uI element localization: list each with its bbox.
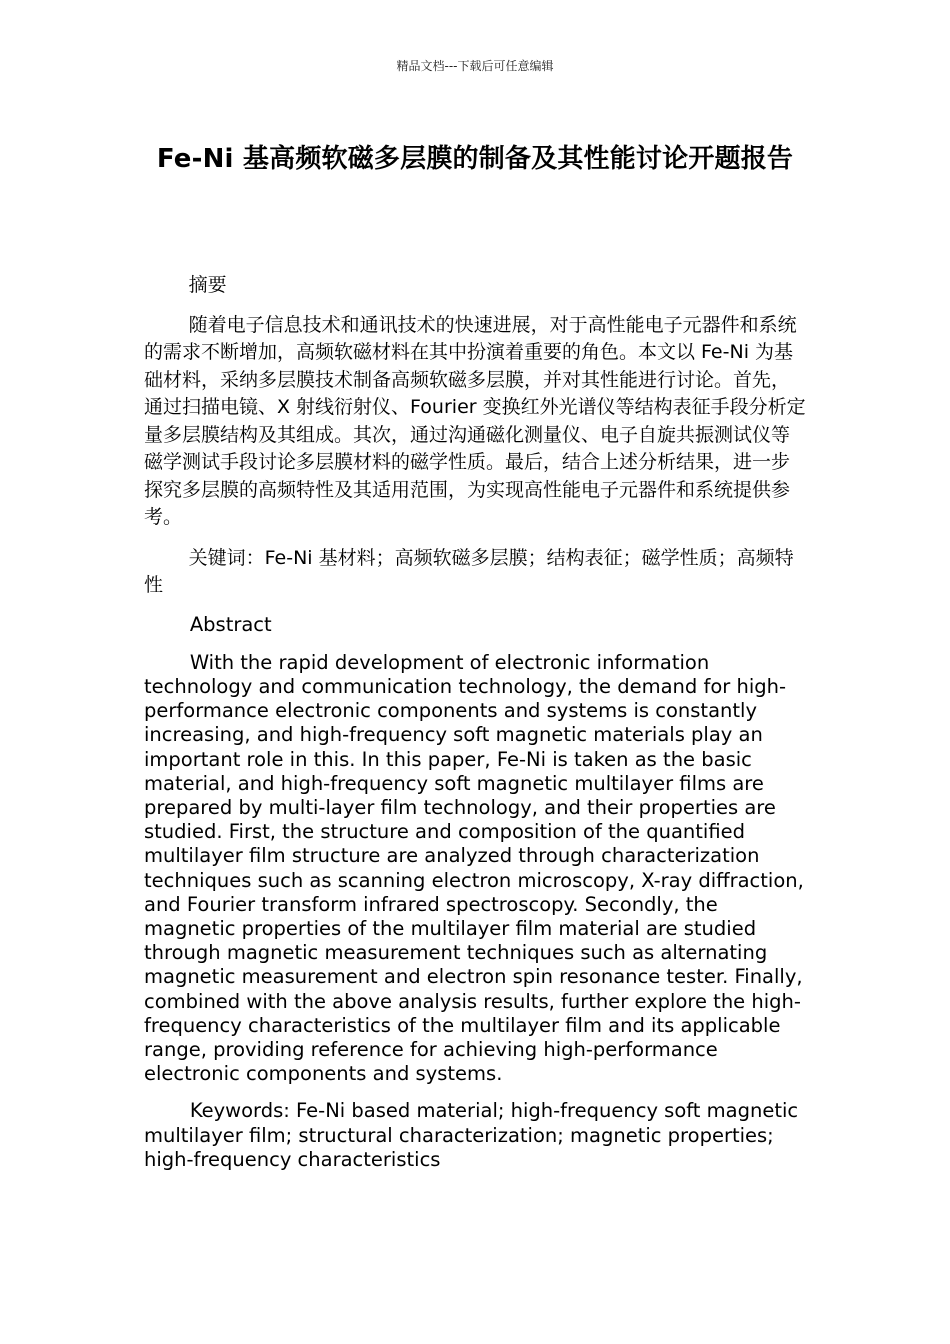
abstract-zh-body: 随着电子信息技术和通讯技术的快速进展，对于高性能电子元器件和系统的需求不断增加，高频软磁材料在其中扮演着重要的角色。本文以 Fe-Ni 为基础材料，采纳多层膜技术制备高频软磁多层膜，并对其性能进行讨论。首先，通过扫描电镜、X 射线衍射仪、Fourier 变换红外光谱仪等结构表征手段分析定量多层膜结构及其组成。其次，通过沟通磁化测量仪、电子自旋共振测试仪等磁学测试手段讨论多层膜材料的磁学性质。最后，结合上述分析结果，进一步探究多层膜的高频特性及其适用范围，为实现高性能电子元器件和系统提供参考。: [144, 313, 806, 528]
abstract-en-heading: Abstract: [189, 612, 272, 636]
keywords-zh: 关键词：Fe-Ni 基材料；高频软磁多层膜；结构表征；磁学性质；高频特性: [144, 546, 794, 596]
abstract-en-body: With the rapid development of electronic information technology and communication technology, the demand for high-performance electronic components and systems is constantly increasing, and high-frequency soft magnetic materials play an important role in this. In this paper, Fe-Ni is taken as the basic material, and high-frequency soft magnetic multilayer films are prepared by multi-layer film technology, and their properties are studied. First, the structure and composition of the quantified multilayer film structure are analyzed through characterization techniques such as scanning electron microscopy, X-ray diffraction, and Fourier transform infrared spectroscopy. Secondly, the magnetic properties of the multilayer film material are studied through magnetic measurement techniques such as alternating magnetic measurement and electron spin resonance tester. Finally, combined with the above analysis results, further explore the high-frequency characteristics of the multilayer film and its applicable range, providing reference for achieving high-performance electronic components and systems.: [144, 650, 804, 1086]
keywords-en: Keywords: Fe-Ni based material; high-frequency soft magnetic multilayer film; structural characterization; magnetic properties; high-frequency characteristics: [144, 1099, 799, 1171]
header-note: 精品文档---下载后可任意编辑: [396, 59, 554, 73]
document-body: [144, 272, 808, 1172]
abstract-zh-heading: 摘要: [188, 274, 227, 296]
document-title: Fe-Ni 基高频软磁多层膜的制备及其性能讨论开题报告: [156, 144, 794, 174]
